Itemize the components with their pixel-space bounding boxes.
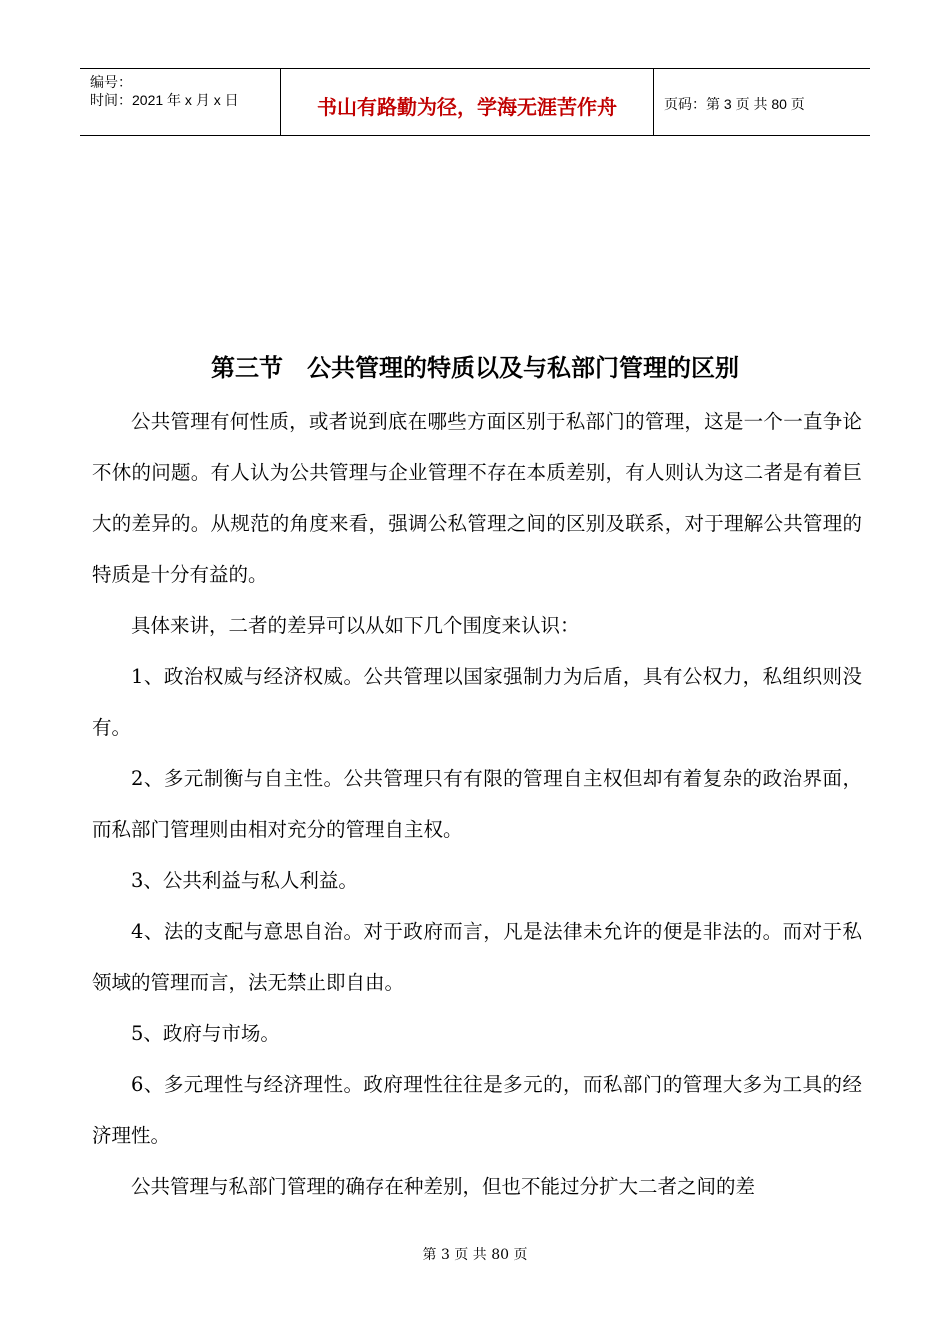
paragraph: 4、法的支配与意思自治。对于政府而言，凡是法律未允许的便是非法的。而对于私领域的管理而言，法无禁止即自由。 [92, 920, 862, 994]
section-title: 第三节 公共管理的特质以及与私部门管理的区别 [211, 354, 739, 382]
paragraph: 6、多元理性与经济理性。政府理性往往是多元的，而私部门的管理大多为工具的经济理性。 [92, 1073, 862, 1147]
paragraph: 具体来讲，二者的差异可以从如下几个围度来认识： [131, 614, 580, 637]
header-number-label: 编号： [90, 74, 132, 90]
paragraph: 5、政府与市场。 [131, 1022, 280, 1045]
document-header [80, 68, 870, 136]
header-meta-cell [80, 69, 281, 135]
document-body [92, 396, 862, 1212]
paragraph: 2、多元制衡与自主性。公共管理只有有限的管理自主权但却有着复杂的政治界面，而私部门管理则由相对充分的管理自主权。 [92, 767, 862, 841]
header-time-label: 时间：2021 年 x 月 x 日 [90, 92, 239, 108]
header-motto: 书山有路勤为径，学海无涯苦作舟 [281, 69, 654, 135]
paragraph: 公共管理与私部门管理的确存在种差别，但也不能过分扩大二者之间的差 [131, 1175, 756, 1198]
paragraph: 公共管理有何性质，或者说到底在哪些方面区别于私部门的管理，这是一个一直争论不休的问题。有人认为公共管理与企业管理不存在本质差别，有人则认为这二者是有着巨大的差异的。从规范的角度来看，强调公私管理之间的区别及联系，对于理解公共管理的特质是十分有益的。 [92, 410, 862, 586]
paragraph: 1、政治权威与经济权威。公共管理以国家强制力为后盾，具有公权力，私组织则没有。 [92, 665, 862, 739]
page-footer: 第 3 页 共 80 页 [422, 1247, 528, 1263]
paragraph: 3、公共利益与私人利益。 [131, 869, 358, 892]
header-page-info: 页码：第 3 页 共 80 页 [664, 96, 805, 112]
